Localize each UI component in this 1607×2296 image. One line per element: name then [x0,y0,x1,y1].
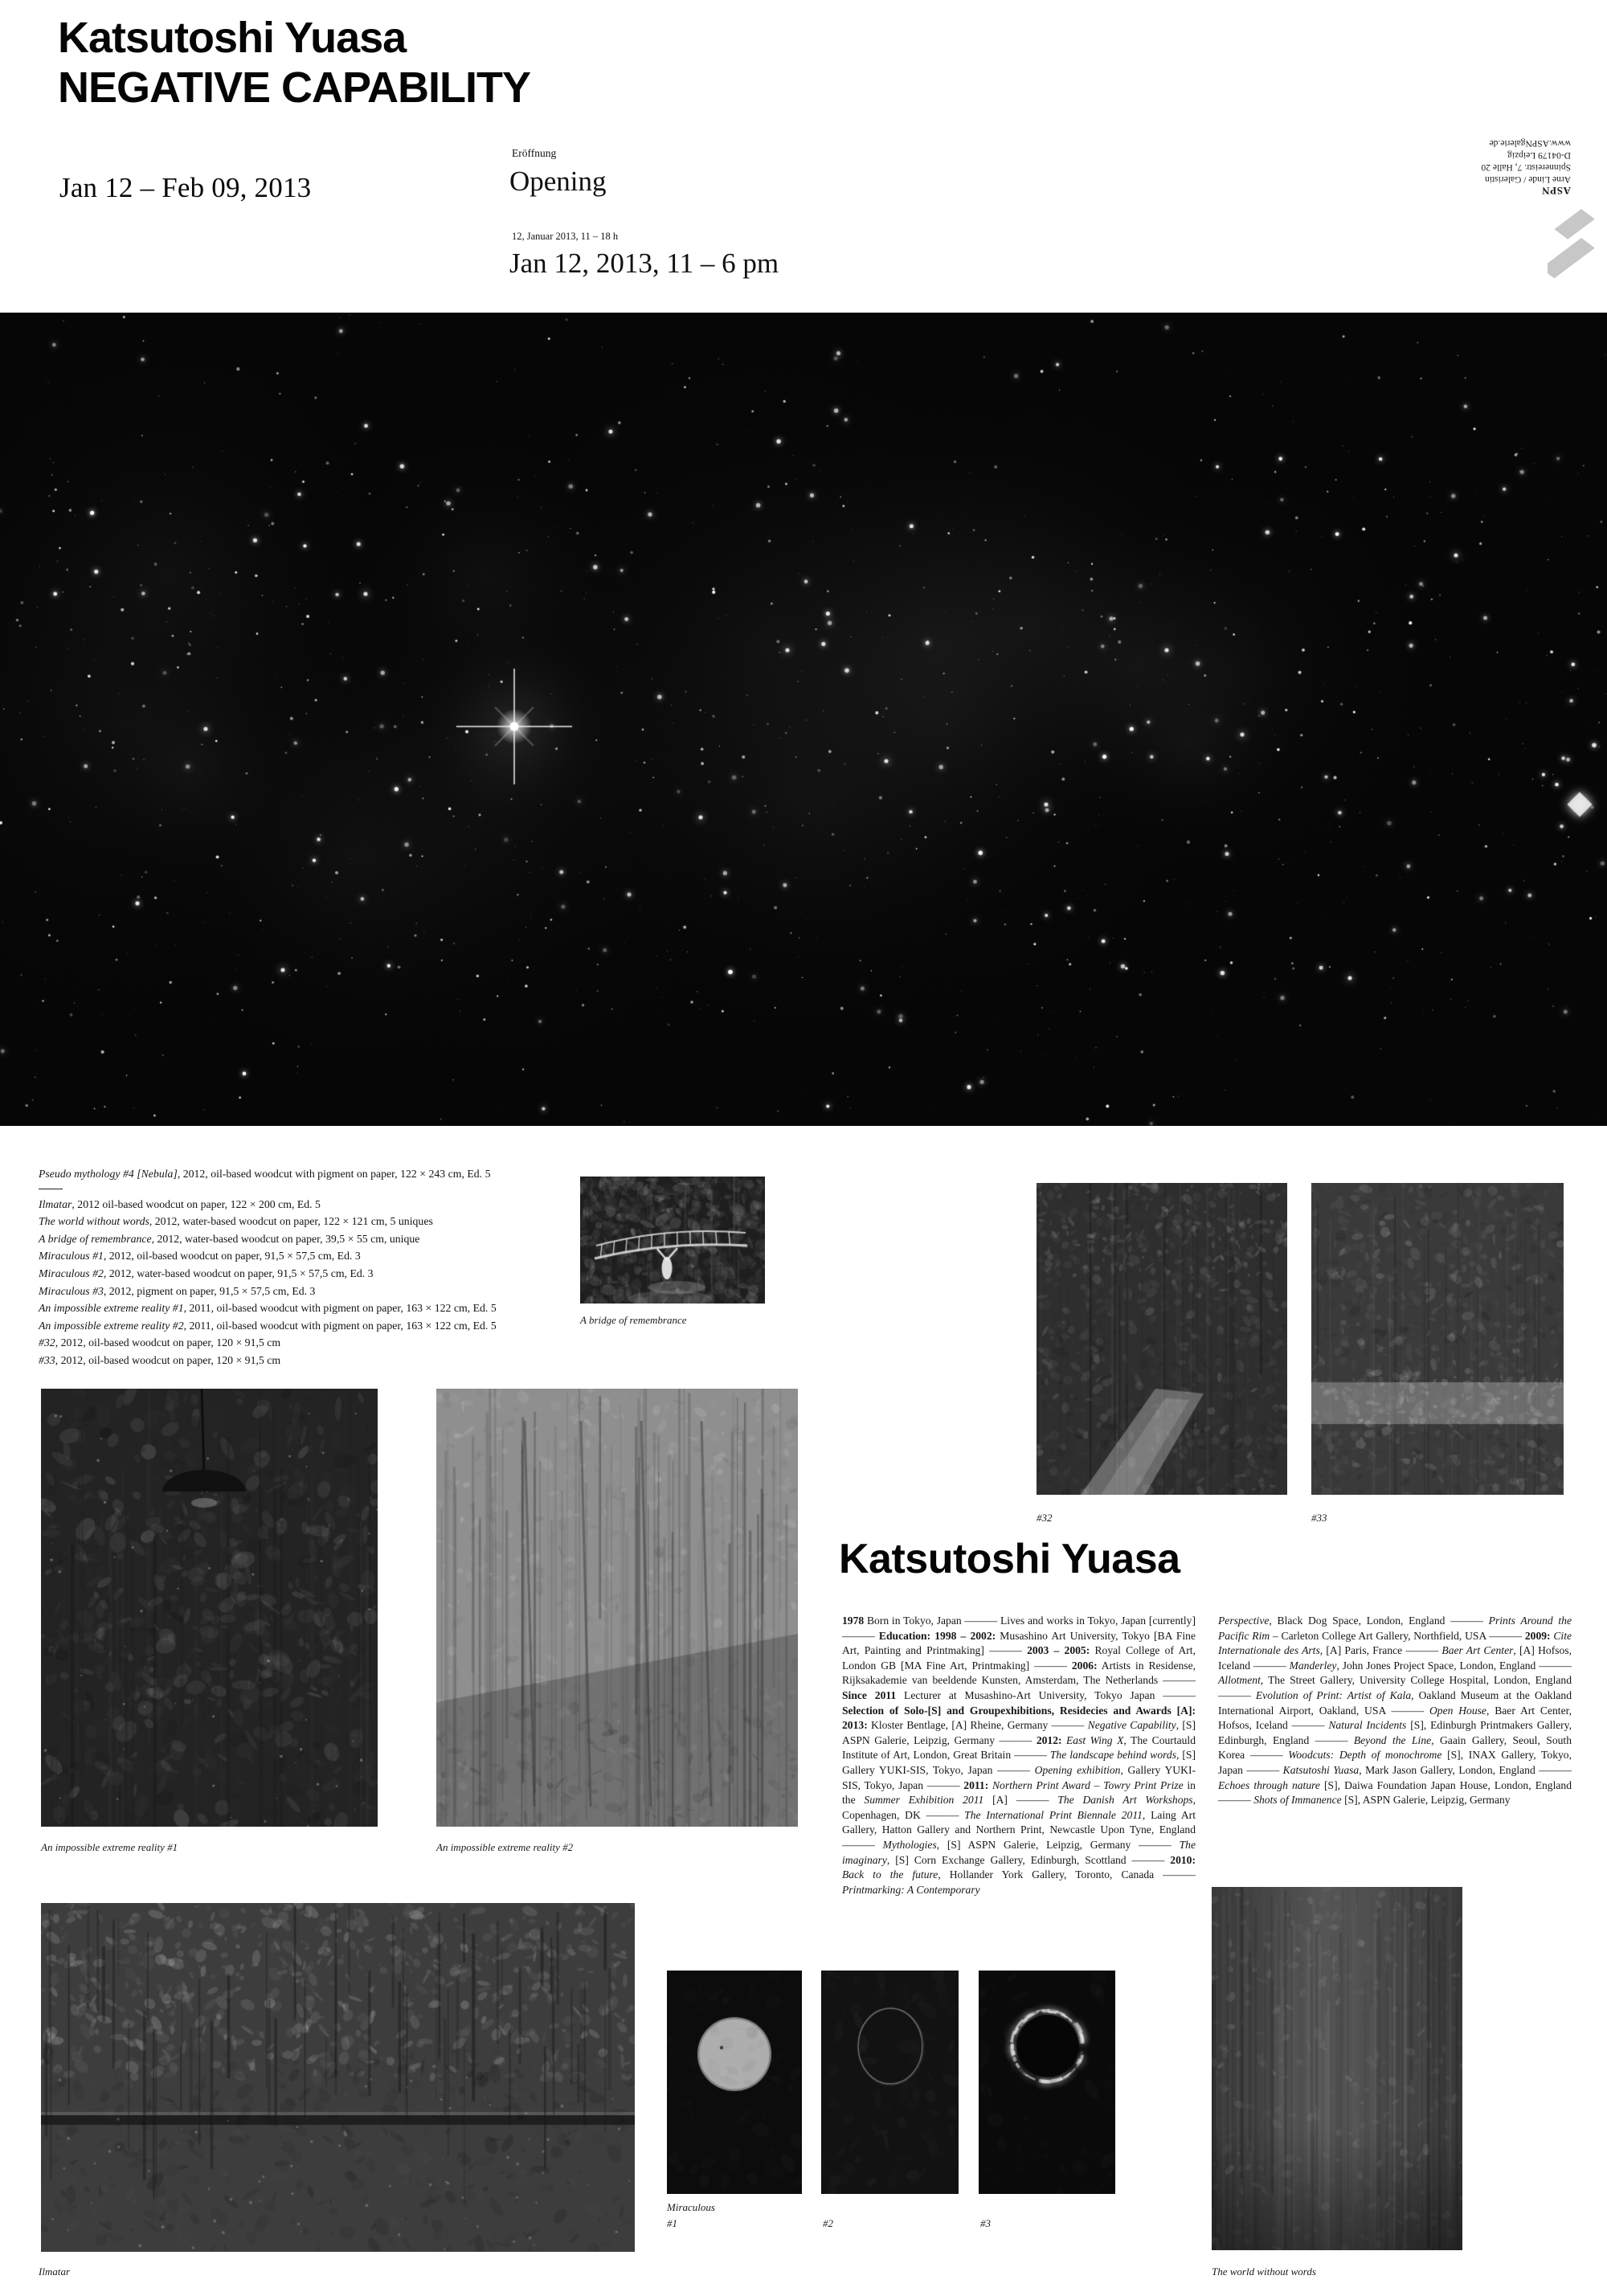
masthead [58,13,530,113]
gallery-info-rotated [1473,131,1571,197]
caption-miraculous-series: Miraculous [667,2201,715,2213]
artwork-32 [1037,1183,1287,1495]
work-list-item: Ilmatar, 2012 oil-based woodcut on paper, 122 × 200 cm, Ed. 5 [39,1197,321,1210]
artwork-miraculous-1 [667,1971,802,2194]
exhibition-title: NEGATIVE CAPABILITY [58,63,531,112]
artwork-ilmatar [41,1903,635,2252]
bio-headline: Katsutoshi Yuasa [839,1536,1180,1582]
caption-world: The world without words [1212,2265,1316,2278]
opening-label-german: Eröffnung [512,147,557,159]
bio-column-2: Perspective, Black Dog Space, London, England ——— Prints Around the Pacific Rim – Carleton College Art Gallery, Northfield, USA ——— 2009: Cite Internationale des Arts, [A] Paris, France ——— Baer Art Center, [A] Hofsos, Iceland ——— Manderley, John Jones Project Space, London, England ——— Allotment, The Street Gallery, University College Hospital, London, England ——— Evolution of Print: Artist of Kala, Oakland Museum at the Oakland International Airport, Oakland, USA ——— Open House, Baer Art Center, Hofsos, Iceland ——— Natural Incidents [S], Edinburgh Printmakers Gallery, Edinburgh, England ——— Beyond the Line, Gaain Gallery, Seoul, South Korea ——— Woodcuts: Depth of monochrome [S], INAX Gallery, Tokyo, Japan ——— Katsutoshi Yuasa, Mark Jason Gallery, London, England ——— Echoes through nature [S], Daiwa Foundation Japan House, London, England ——— Shots of Immanence [S], ASPN Galerie, Leipzig, Germany [1218,1615,1572,1807]
aspn-logo-icon [1548,209,1596,281]
opening-label-english: Opening [509,166,607,197]
work-list-item: Miraculous #3, 2012, pigment on paper, 91,5 × 57,5 cm, Ed. 3 [39,1284,316,1297]
caption-33: #33 [1311,1512,1327,1524]
gallery-name: ASPN [1541,185,1571,197]
artist-name: Katsutoshi Yuasa [58,14,407,62]
work-list-item: #33, 2012, oil-based woodcut on paper, 120 × 91,5 cm [39,1353,281,1366]
caption-miraculous-1: #1 [667,2217,677,2229]
caption-bridge: A bridge of remembrance [580,1314,687,1326]
artwork-bridge-of-remembrance [580,1177,765,1304]
caption-32: #32 [1037,1512,1053,1524]
gallery-contact: Arne Linde / Galeristin [1485,174,1571,184]
artwork-33 [1311,1183,1564,1495]
exhibition-dates: Jan 12 – Feb 09, 2013 [59,172,312,203]
caption-miraculous-2: #2 [823,2217,833,2229]
artwork-pseudo-mythology-nebula [0,313,1607,1126]
artwork-impossible-extreme-reality-2 [436,1389,798,1827]
work-list-item: Miraculous #2, 2012, water-based woodcut on paper, 91,5 × 57,5 cm, Ed. 3 [39,1267,374,1279]
caption-miraculous-3: #3 [980,2217,991,2229]
work-list-item: A bridge of remembrance, 2012, water-based woodcut on paper, 39,5 × 55 cm, unique [39,1232,420,1245]
gallery-street: Spinnereistr. 7, Halle 20 [1481,162,1571,172]
gallery-website: www.ASPNgalerie.de [1489,138,1571,148]
bio-column-1: 1978 Born in Tokyo, Japan ——— Lives and works in Tokyo, Japan [currently] ——— Education: 1998 – 2002: Musashino Art University, Tokyo [BA Fine Art, Painting and Printmaking] ——— 2003 – 2005: Royal College of Art, London GB [MA Fine Art, Printmaking] ——— 2006: Artists in Residense, Rijksakademie van beeldende Kunsten, Amsterdam, The Netherlands ——— Since 2011 Lecturer at Musashino-Art University, Tokyo Japan ——— Selection of Solo-[S] and Groupexhibitions, Residecies and Awards [A]: 2013: Kloster Bentlage, [A] Rheine, Germany ——— Negative Capability, [S] ASPN Galerie, Leipzig, Germany ——— 2012: East Wing X, The Courtauld Institute of Art, London, Great Britain ——— The landscape behind words, [S] Gallery YUKI-SIS, Tokyo, Japan ——— Opening exhibition, Gallery YUKI-SIS, Tokyo, Japan ——— 2011: Northern Print Award – Towry Print Prize in the Summer Exhibition 2011 [A] ——— The Danish Art Workshops, Copenhagen, DK ——— The International Print Biennale 2011, Laing Art Gallery, Hatton Gallery and Northern Print, Newcastle Upon Tyne, England ——— Mythologies, [S] ASPN Galerie, Leipzig, Germany ——— The imaginary, [S] Corn Exchange Gallery, Edinburgh, Scottland ——— 2010: Back to the future, Hollander York Gallery, Toronto, Canada ——— Printmarking: A Contemporary [842,1615,1196,1896]
caption-impossible-2: An impossible extreme reality #2 [436,1841,574,1853]
work-list-item: An impossible extreme reality #1, 2011, oil-based woodcut with pigment on paper, 163 × 122 cm, Ed. 5 [39,1302,497,1315]
work-list-item: Miraculous #1, 2012, oil-based woodcut on paper, 91,5 × 57,5 cm, Ed. 3 [39,1250,361,1263]
artwork-miraculous-2 [821,1971,959,2194]
artwork-world-without-words [1212,1887,1462,2250]
opening-date-english: Jan 12, 2013, 11 – 6 pm [509,248,779,279]
work-list-item: #32, 2012, oil-based woodcut on paper, 120 × 91,5 cm [39,1336,281,1349]
gallery-city: D-04179 Leipzig [1507,150,1571,160]
artwork-impossible-extreme-reality-1 [41,1389,378,1827]
caption-impossible-1: An impossible extreme reality #1 [41,1841,178,1853]
work-list-item: An impossible extreme reality #2, 2011, oil-based woodcut with pigment on paper, 163 × 122 cm, Ed. 5 [39,1319,497,1332]
artwork-miraculous-3 [979,1971,1115,2194]
caption-ilmatar: Ilmatar [39,2265,70,2278]
work-list-item: The world without words, 2012, water-based woodcut on paper, 122 × 121 cm, 5 uniques [39,1215,433,1228]
opening-date-german: 12, Januar 2013, 11 – 18 h [512,231,619,242]
work-list-item: Pseudo mythology #4 [Nebula], 2012, oil-based woodcut with pigment on paper, 122 × 243 cm, Ed. 5 [39,1168,491,1180]
works-list [39,1165,497,1369]
